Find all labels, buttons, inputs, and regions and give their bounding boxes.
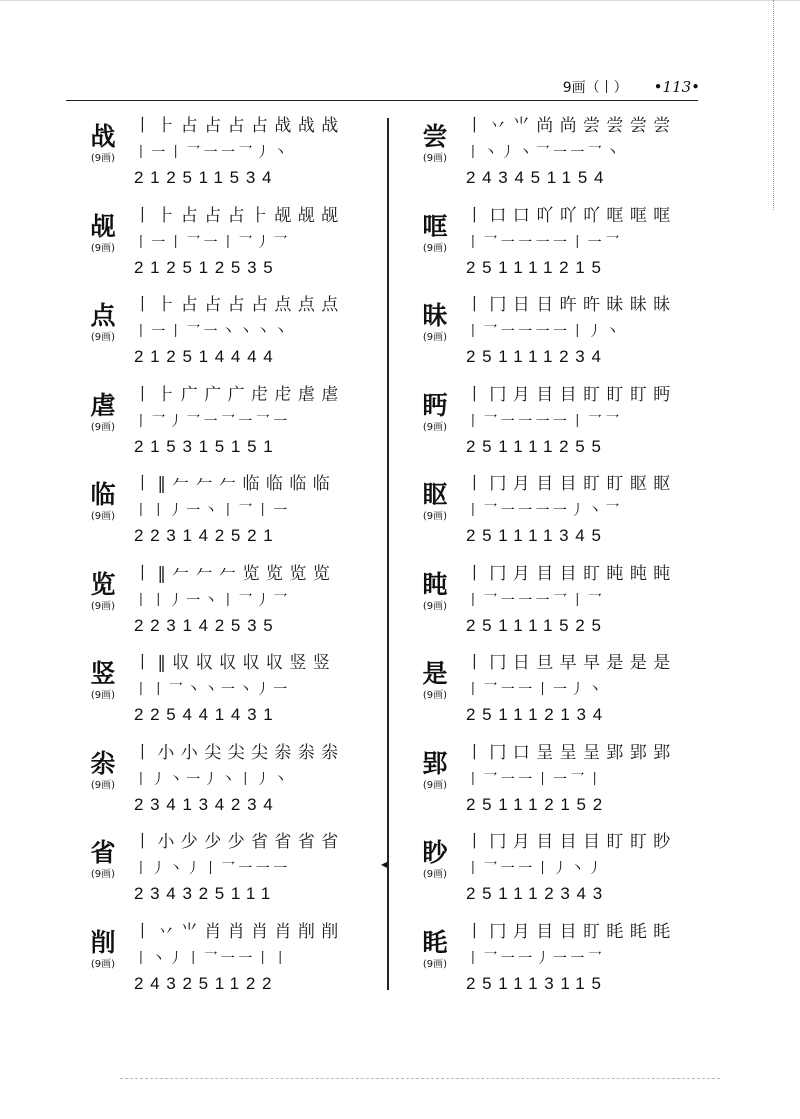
entry-body xyxy=(466,920,716,995)
entry-body xyxy=(134,293,384,368)
stroke-build-sequence: 丨 冂 月 目 目 盯 盯 盯 眄 xyxy=(466,384,671,405)
stroke-shapes: 丨丶丿丶乛一一乛丶 xyxy=(466,145,623,161)
entry-body xyxy=(466,293,716,368)
stroke-build-sequence: 丨 ‖ 収 収 収 収 収 竖 竖 xyxy=(134,653,331,673)
stroke-build-sequence: 丨 冂 月 目 目 盯 眊 眊 眊 xyxy=(466,921,671,942)
entry-head xyxy=(410,570,460,613)
stroke-count-label: (9画) xyxy=(90,511,116,522)
stroke-count-label: (9画) xyxy=(422,511,448,522)
entry xyxy=(78,470,378,560)
entry-body xyxy=(466,204,716,279)
entry-head xyxy=(410,749,460,792)
entry-head xyxy=(78,928,128,971)
entry-body xyxy=(466,472,716,547)
entry-char: 是 xyxy=(422,659,448,688)
stroke-build-sequence: 丨 冂 月 目 目 目 盯 盯 眇 xyxy=(466,832,671,852)
entry-body xyxy=(466,562,716,637)
entry-char: 眍 xyxy=(422,480,448,509)
stroke-build-sequence: 丨 丷 ⺌ 肖 肖 肖 肖 削 削 xyxy=(134,921,339,942)
stroke-codes: 223142535 xyxy=(134,615,280,635)
stroke-shapes: 丨丿丶一丿丶丨丿丶 xyxy=(134,771,291,788)
entry xyxy=(78,560,378,650)
entry-char: 点 xyxy=(90,301,116,330)
entry xyxy=(78,828,378,918)
entry-body xyxy=(134,920,384,995)
stroke-count-label: (9画) xyxy=(90,242,116,254)
stroke-count-label: (9画) xyxy=(90,958,116,970)
entry-head xyxy=(410,928,460,971)
stroke-shapes: 丨乛一一一乛丨乛 xyxy=(466,592,606,609)
stroke-codes: 251112134 xyxy=(466,705,609,724)
left-column xyxy=(78,112,378,1007)
stroke-codes: 251111215 xyxy=(466,257,608,277)
entry-head xyxy=(410,838,460,881)
stroke-shapes: 丨乛一一丨丿丶丿 xyxy=(466,861,606,877)
entry-head xyxy=(410,212,460,255)
entry-body xyxy=(134,830,384,905)
entry xyxy=(78,381,378,471)
column-divider xyxy=(387,118,389,990)
entry-char: 郢 xyxy=(422,748,448,778)
entry-head xyxy=(78,480,128,523)
stroke-codes: 215315151 xyxy=(134,436,280,456)
stroke-codes: 251111255 xyxy=(466,436,608,456)
stroke-codes: 234134234 xyxy=(134,794,280,814)
stroke-shapes: 丨一丨乛一丨乛丿乛 xyxy=(134,234,291,251)
entry-char: 尜 xyxy=(90,748,116,778)
stroke-codes: 223142521 xyxy=(134,526,280,545)
entry-body xyxy=(466,830,716,905)
entry-head xyxy=(78,570,128,613)
stroke-build-sequence: 丨 ⺊ 占 占 占 ⺊ 觇 觇 觇 xyxy=(134,205,339,226)
entry xyxy=(410,470,710,560)
stroke-shapes: 丨乛丿乛一乛一乛一 xyxy=(134,413,291,430)
entry-char: 觇 xyxy=(90,211,116,241)
stroke-shapes: 丨一丨乛一一乛丿丶 xyxy=(134,145,291,161)
entry-char: 眊 xyxy=(422,927,448,957)
stroke-build-sequence: 丨 冂 日 旦 早 早 是 是 是 xyxy=(466,653,671,673)
entry xyxy=(410,649,710,739)
stroke-count-label: (9画) xyxy=(422,869,448,880)
stroke-shapes: 丨乛一一丨一丿丶 xyxy=(466,682,606,698)
entry-body xyxy=(134,741,384,816)
stroke-build-sequence: 丨 ⺊ 占 占 占 占 战 战 战 xyxy=(134,116,339,136)
stroke-build-sequence: 丨 ⺊ 占 占 占 占 点 点 点 xyxy=(134,295,339,315)
stroke-codes: 225441431 xyxy=(134,705,280,724)
stroke-build-sequence: 丨 小 小 尖 尖 尖 尜 尜 尜 xyxy=(134,742,339,763)
stroke-count-label: (9画) xyxy=(90,421,116,433)
entry-head xyxy=(78,838,128,881)
entry-char: 削 xyxy=(90,927,116,957)
stroke-count-label: (9画) xyxy=(90,600,116,612)
stroke-count-label: (9画) xyxy=(422,958,448,970)
entry xyxy=(78,202,378,292)
entry xyxy=(410,739,710,829)
entry-head xyxy=(410,122,460,165)
stroke-codes: 251112343 xyxy=(466,884,609,903)
stroke-shapes: 丨丶丿丨乛一一丨丨 xyxy=(134,950,291,967)
stroke-shapes: 丨乛一一丿一一乛 xyxy=(466,950,606,967)
stroke-shapes: 丨丨丿一丶丨乛丨一 xyxy=(134,503,291,519)
stroke-build-sequence: 丨 丷 ⺌ 尚 尚 尝 尝 尝 尝 xyxy=(466,116,671,136)
stroke-codes: 251113115 xyxy=(466,973,608,993)
entry-head xyxy=(410,301,460,344)
stroke-count-label: (9画) xyxy=(90,779,116,791)
page-number: •113• xyxy=(653,78,700,96)
stroke-codes: 251112152 xyxy=(466,794,609,814)
stroke-codes: 251111234 xyxy=(466,347,608,366)
entry-body xyxy=(134,383,384,458)
entry-head xyxy=(78,212,128,255)
entry-head xyxy=(78,391,128,434)
scan-edge-top xyxy=(0,0,800,1)
stroke-count-label: (9画) xyxy=(422,779,448,791)
stroke-codes: 251111525 xyxy=(466,615,608,635)
stroke-build-sequence: 丨 ‖ 𠂉 𠂉 𠂉 览 览 览 览 xyxy=(134,563,331,584)
entry xyxy=(78,291,378,381)
header-rule xyxy=(66,100,698,101)
stroke-count-label: (9画) xyxy=(90,153,116,164)
stroke-shapes: 丨乛一一一一丨一乛 xyxy=(466,234,623,251)
stroke-build-sequence: 丨 口 口 吖 吖 吖 哐 哐 哐 xyxy=(466,205,671,226)
entry-char: 盹 xyxy=(422,569,448,599)
entry-char: 昧 xyxy=(422,301,448,330)
entry-head xyxy=(78,301,128,344)
entry xyxy=(410,560,710,650)
entry-body xyxy=(134,114,384,189)
entry-char: 眇 xyxy=(422,838,448,867)
entry-body xyxy=(466,383,716,458)
entry-char: 竖 xyxy=(90,659,116,688)
stroke-shapes: 丨丨丿一丶丨乛丿乛 xyxy=(134,592,291,609)
entry-char: 虐 xyxy=(90,390,116,420)
stroke-shapes: 丨乛一一一一丨乛乛 xyxy=(466,413,623,430)
stroke-count-label: (9画) xyxy=(422,332,448,343)
stroke-codes: 212514444 xyxy=(134,347,280,366)
stroke-codes: 234325111 xyxy=(134,884,277,903)
entry xyxy=(410,291,710,381)
stroke-shapes: 丨乛一一丨一乛丨 xyxy=(466,771,606,788)
entry-body xyxy=(134,204,384,279)
stroke-build-sequence: 丨 ⺊ 广 广 广 虍 虍 虐 虐 xyxy=(134,384,339,405)
entry-body xyxy=(134,651,384,726)
stroke-build-sequence: 丨 小 少 少 少 省 省 省 省 xyxy=(134,832,339,852)
entry-head xyxy=(78,122,128,165)
entry xyxy=(410,828,710,918)
stroke-count-label: (9画) xyxy=(422,421,448,433)
stroke-count-label: (9画) xyxy=(422,600,448,612)
stroke-count-label: (9画) xyxy=(90,690,116,701)
stroke-shapes: 丨一丨乛一丶丶丶丶 xyxy=(134,324,291,340)
entry-body xyxy=(134,472,384,547)
entry-body xyxy=(466,114,716,189)
scan-edge-bottom xyxy=(120,1078,720,1079)
stroke-build-sequence: 丨 冂 月 目 目 盯 盯 眍 眍 xyxy=(466,474,671,494)
entry xyxy=(78,112,378,202)
entry-char: 览 xyxy=(90,569,116,599)
stroke-codes: 243451154 xyxy=(466,168,611,187)
stroke-shapes: 丨乛一一一一丿丶乛 xyxy=(466,503,623,519)
stroke-count-label: (9画) xyxy=(90,869,116,880)
stroke-count-label: (9画) xyxy=(422,153,448,164)
entry xyxy=(410,918,710,1008)
entry-head xyxy=(410,391,460,434)
entry-body xyxy=(134,562,384,637)
entry-char: 省 xyxy=(90,838,116,867)
entry xyxy=(410,202,710,292)
entry-body xyxy=(466,651,716,726)
entry-char: 临 xyxy=(90,480,116,509)
stroke-codes: 212511534 xyxy=(134,168,279,187)
stroke-codes: 212512535 xyxy=(134,257,280,277)
entry-char: 哐 xyxy=(422,211,448,241)
page-header xyxy=(563,76,700,98)
stroke-codes: 243251122 xyxy=(134,973,279,993)
stroke-build-sequence: 丨 冂 口 呈 呈 呈 郢 郢 郢 xyxy=(466,742,671,763)
entry-head xyxy=(78,659,128,702)
section-title: 9画（丨） xyxy=(562,80,628,96)
entry-char: 战 xyxy=(90,122,116,151)
entry xyxy=(410,112,710,202)
entry xyxy=(78,918,378,1008)
entry xyxy=(78,649,378,739)
entry xyxy=(78,739,378,829)
stroke-shapes: 丨丨乛丶丶一丶丿一 xyxy=(134,682,291,698)
stroke-build-sequence: 丨 冂 日 日 旿 旿 昧 昧 昧 xyxy=(466,295,671,315)
stroke-count-label: (9画) xyxy=(422,690,448,701)
entry-char: 尝 xyxy=(422,122,448,151)
entry-head xyxy=(410,659,460,702)
entry-char: 眄 xyxy=(422,390,448,420)
scan-edge-right xyxy=(773,0,774,210)
entry-head xyxy=(410,480,460,523)
stroke-codes: 251111345 xyxy=(466,526,608,545)
entry-head xyxy=(78,749,128,792)
stroke-build-sequence: 丨 冂 月 目 目 盯 盹 盹 盹 xyxy=(466,563,671,584)
right-column xyxy=(410,112,710,1007)
entry xyxy=(410,381,710,471)
divider-marker-icon: ◂ xyxy=(381,857,388,871)
stroke-build-sequence: 丨 ‖ 𠂉 𠂉 𠂉 临 临 临 临 xyxy=(134,474,331,494)
stroke-shapes: 丨丿丶丿丨乛一一一 xyxy=(134,861,291,877)
stroke-count-label: (9画) xyxy=(90,332,116,343)
stroke-count-label: (9画) xyxy=(422,242,448,254)
stroke-shapes: 丨乛一一一一丨丿丶 xyxy=(466,324,623,340)
entry-body xyxy=(466,741,716,816)
